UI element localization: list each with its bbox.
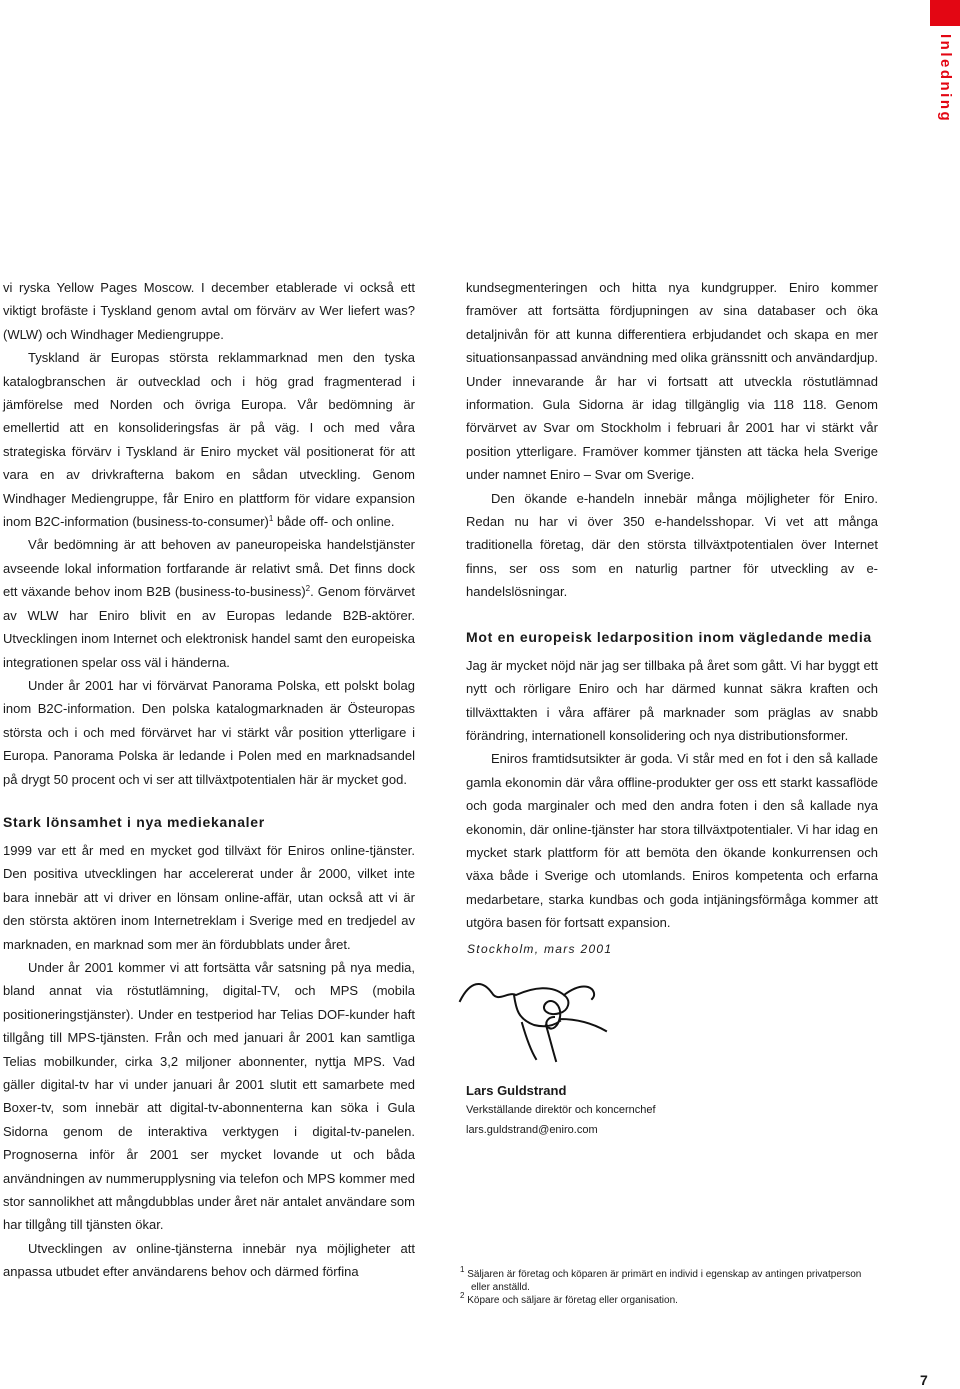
section-color-tab — [930, 0, 960, 26]
footnote-ref: 2 — [305, 584, 311, 594]
paragraph — [3, 346, 415, 533]
paragraph: Utvecklingen av online-tjänsterna innebär nya möjligheter att anpassa utbudet efter användarens behov och därmed förfina — [3, 1240, 415, 1280]
paragraph: Eniros framtidsutsikter är goda. Vi står med en fot i den så kallade gamla ekonomin där våra offline-produkter ger oss ett starkt kassaflöde och goda marginaler och med den andra foten i den så kallade nya ekonomin, där online-tjänster har stora tillväxtpotentialer. Vi har idag en mycket stark plattform för att bemöta den ökande konkurrensen och växa både i Sverige och utomlands. Eniros kompetenta och erfarna medarbetare, starka kundbas och goda intjäningsförmåga kommer att utgöra basen för fortsatt expansion. — [466, 751, 878, 931]
paragraph: Under år 2001 kommer vi att fortsätta vår satsning på nya media, bland annat via röstutlämning, digital-TV, och MPS (mobila positioneringstjänster). Under en testperiod har Telias DOF-kunder haft tillgång till MPS-tjänsten. Från och med januari år 2001 kan samtliga Telias mobilkunder, cirka 3,2 miljoner abonnenter, nyttja MPS. Vad gäller digital-tv har vi under januari år 2001 slutit ett samarbete med Boxer-tv, som innebär att digital-tv-abonnenterna kan söka i Gula Sidorna genom de interaktiva verktygen i digital-tv-panelen. Prognoserna inför år 2001 ser mycket lovande ut och båda användningen av nummerupplysning via telefon och MPS kommer med stor sannolikhet att mångdubblas under året när antalet användare som har tillgång till tjänsten ökar. — [3, 959, 415, 1233]
paragraph: Jag är mycket nöjd när jag ser tillbaka på året som gått. Vi har byggt ett nytt och rörligare Eniro och har därmed kunnat säkra kraften och tillväxttakten i våra affärer på marknader som präglas av snabb förändring, internationell konsolidering och nya distributionsformer. — [466, 657, 878, 743]
paragraph-text: både off- och online. — [273, 514, 395, 530]
paragraph-text: Tyskland är Europas största reklammarknad men den tyska katalogbranschen är outvecklad och i hög grad fragmenterad i jämförelse med Norden och övriga Europa. Vår bedömning är emellertid att en konsolideringsfas är på väg. I och med våra strategiska förvärv i Tyskland är Eniro mycket väl positionerat för att vara en av drivkrafterna bakom en sådan utveckling. Genom Windhager Mediengruppe, får Eniro en plattform för vidare expansion inom B2C-information (business-to-consumer) — [3, 350, 415, 530]
paragraph — [3, 533, 415, 673]
signatory-email: lars.guldstrand@eniro.com — [466, 1124, 598, 1136]
footnote — [460, 1291, 890, 1307]
paragraph: Den ökande e-handeln innebär många möjligheter för Eniro. Redan nu har vi över 350 e-handelsshopar. Vi vet att många traditionella företag, där den största tillväxtpotentialen över Internet finns, ser oss som en naturlig partner för utveckling av e-handelslösningar. — [466, 490, 878, 600]
footnote-continuation: eller anställd. — [471, 1282, 530, 1293]
footnote-text: Köpare och säljare är företag eller organisation. — [464, 1295, 678, 1306]
footnote-text: Säljaren är företag och köparen är primärt en individ i egenskap av antingen privatperson — [464, 1269, 862, 1280]
left-column — [3, 276, 415, 1284]
footnote-number: 1 — [460, 1265, 465, 1274]
footnote-ref: 1 — [268, 514, 274, 524]
signatory-name: Lars Guldstrand — [466, 1083, 567, 1098]
paragraph: Under år 2001 har vi förvärvat Panorama Polska, ett polskt bolag inom B2C-information. Den polska katalogmarknaden är Östeuropas största och i och med förvärvet har vi stärkt vår position ytterligare i Europa. Panorama Polska är ledande i Polen med en marknadsandel på drygt 50 procent och vi ser att tillväxtpotentialen här är mycket god. — [3, 677, 415, 787]
section-heading: Stark lönsamhet i nya mediekanaler — [3, 813, 265, 830]
right-column — [466, 276, 878, 935]
page-number: 7 — [920, 1372, 928, 1388]
footnote — [460, 1265, 890, 1281]
paragraph-text: Vår bedömning är att behoven av paneuropeiska handelstjänster avseende lokal information fortfarande är relativt små. Det finns dock ett växande behov inom B2B (business-to-business) — [3, 537, 415, 600]
dateline: Stockholm, mars 2001 — [467, 942, 613, 956]
paragraph: vi ryska Yellow Pages Moscow. I december etablerade vi också ett viktigt brofäste i Tyskland genom avtal om förvärv av Wer liefert was? (WLW) och Windhager Mediengruppe. — [3, 280, 415, 342]
signatory-title: Verkställande direktör och koncernchef — [466, 1104, 656, 1116]
section-label: Inledning — [937, 34, 954, 124]
paragraph-text: . Genom förvärvet av WLW har Eniro blivit en av Europas ledande B2B-aktörer. Utvecklingen inom Internet och elektronisk handel samt den europeiska integrationen spelar oss väl i händerna. — [3, 584, 415, 670]
section-heading: Mot en europeisk ledarposition inom vägledande media — [466, 628, 872, 645]
signature-image — [456, 965, 616, 1065]
paragraph: kundsegmenteringen och hitta nya kundgrupper. Eniro kommer framöver att fortsätta fördjupningen av sina databaser och öka detaljnivån för att kunna differentiera erbjudandet och skapa en mer situationsanpassad användning med olika gränssnitt och användardjup. Under innevarande år har vi fortsatt att utveckla röstutlämnad information. Gula Sidorna är idag tillgänglig via 118 118. Genom förvärvet av Svar om Stockholm i februari år 2001 har vi stärkt vår position ytterligare. Framöver kommer tjänsten att täcka hela Sverige under namnet Eniro – Svar om Sverige. — [466, 280, 878, 483]
footnotes — [460, 1265, 890, 1307]
paragraph: 1999 var ett år med en mycket god tillväxt för Eniros online-tjänster. Den positiva utvecklingen har accelererat under år 2000, vilket inte bara innebär att vi driver en lönsam online-affär, utan också att vi är den största aktören inom Internetreklam i Sverige med en tredjedel av marknaden, en marknad som mer än fördubblats under året. — [3, 842, 415, 952]
footnote-number: 2 — [460, 1291, 465, 1300]
